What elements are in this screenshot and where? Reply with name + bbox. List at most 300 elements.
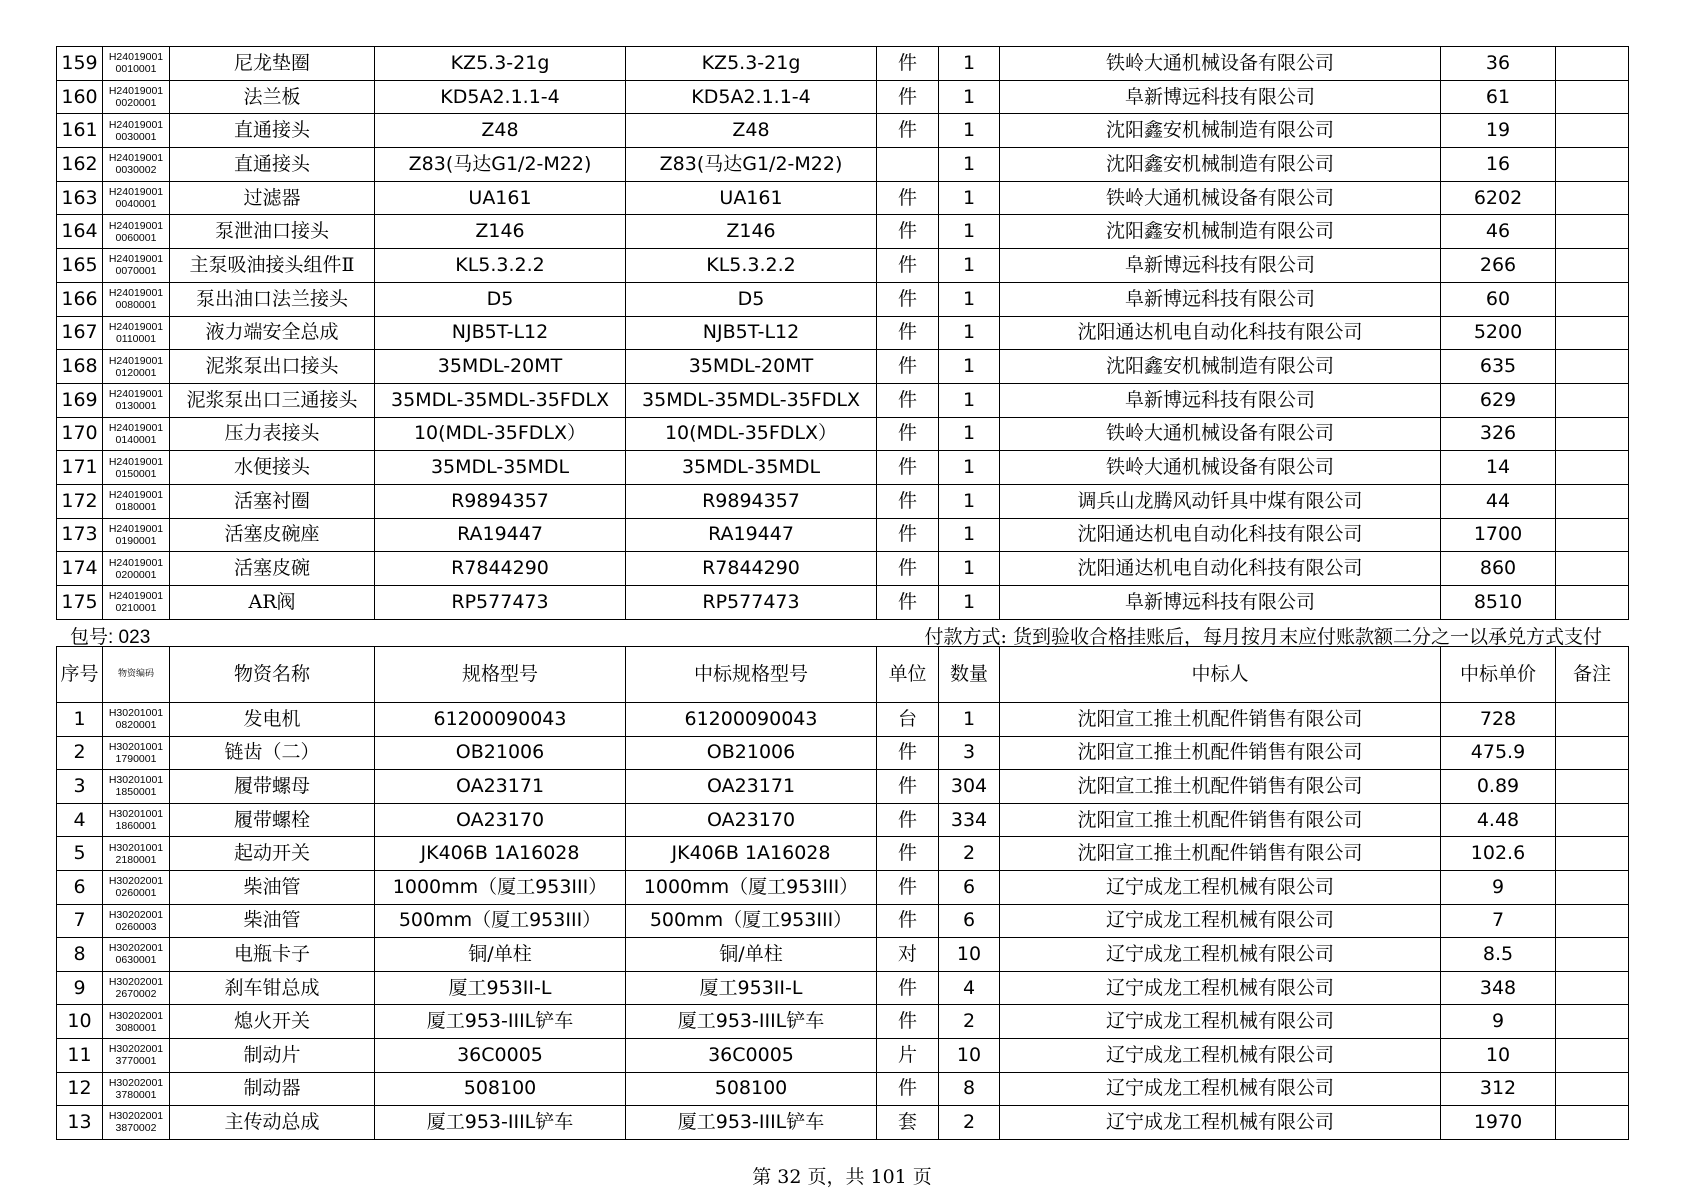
cell-spec-model: OB21006 <box>375 736 626 770</box>
cell-row-number: 5 <box>57 837 103 871</box>
table-row <box>57 703 1629 737</box>
cell-material-code: H24019001 0070001 <box>103 249 170 283</box>
header-bid-spec: 中标规格型号 <box>626 647 877 703</box>
table-row <box>57 249 1629 283</box>
cell-bid-spec-model: R7844290 <box>626 552 877 586</box>
cell-bid-spec-model: D5 <box>626 282 877 316</box>
cell-unit-price: 14 <box>1441 451 1556 485</box>
cell-unit-price: 19 <box>1441 114 1556 148</box>
cell-material-code: H24019001 0130001 <box>103 383 170 417</box>
cell-bid-spec-model: NJB5T-L12 <box>626 316 877 350</box>
cell-row-number: 3 <box>57 770 103 804</box>
cell-bid-spec-model: 61200090043 <box>626 703 877 737</box>
cell-material-code: H24019001 0200001 <box>103 552 170 586</box>
cell-unit-price: 1700 <box>1441 518 1556 552</box>
cell-material-code: H30202001 0630001 <box>103 938 170 972</box>
table-row <box>57 552 1629 586</box>
cell-remark <box>1556 451 1629 485</box>
cell-bid-spec-model: RA19447 <box>626 518 877 552</box>
cell-remark <box>1556 938 1629 972</box>
cell-material-code: H30201001 1790001 <box>103 736 170 770</box>
cell-unit: 件 <box>877 249 939 283</box>
cell-spec-model: OA23170 <box>375 803 626 837</box>
cell-winning-bidder: 辽宁成龙工程机械有限公司 <box>1000 1038 1441 1072</box>
cell-unit-price: 8510 <box>1441 586 1556 620</box>
cell-material-code: H24019001 0210001 <box>103 586 170 620</box>
cell-row-number: 11 <box>57 1038 103 1072</box>
cell-material-name: AR阀 <box>170 586 375 620</box>
cell-spec-model: 500mm（厦工953III） <box>375 904 626 938</box>
cell-spec-model: 61200090043 <box>375 703 626 737</box>
cell-bid-spec-model: 厦工953II-L <box>626 971 877 1005</box>
cell-bid-spec-model: 35MDL-35MDL-35FDLX <box>626 383 877 417</box>
cell-winning-bidder: 沈阳鑫安机械制造有限公司 <box>1000 114 1441 148</box>
cell-material-code: H24019001 0020001 <box>103 80 170 114</box>
cell-row-number: 162 <box>57 148 103 182</box>
cell-material-code: H30202001 3080001 <box>103 1005 170 1039</box>
cell-row-number: 159 <box>57 47 103 81</box>
cell-bid-spec-model: 35MDL-35MDL <box>626 451 877 485</box>
table-row <box>57 181 1629 215</box>
cell-unit: 件 <box>877 770 939 804</box>
parts-table-lower <box>56 646 1629 1140</box>
cell-quantity: 1 <box>939 47 1000 81</box>
table-row <box>57 586 1629 620</box>
cell-bid-spec-model: RP577473 <box>626 586 877 620</box>
cell-winning-bidder: 辽宁成龙工程机械有限公司 <box>1000 870 1441 904</box>
cell-material-code: H24019001 0080001 <box>103 282 170 316</box>
cell-unit-price: 44 <box>1441 484 1556 518</box>
cell-winning-bidder: 铁岭大通机械设备有限公司 <box>1000 451 1441 485</box>
table-row <box>57 1072 1629 1106</box>
cell-row-number: 161 <box>57 114 103 148</box>
cell-unit-price: 4.48 <box>1441 803 1556 837</box>
cell-material-name: 活塞衬圈 <box>170 484 375 518</box>
cell-bid-spec-model: OB21006 <box>626 736 877 770</box>
cell-material-code: H30202001 0260003 <box>103 904 170 938</box>
cell-unit-price: 6202 <box>1441 181 1556 215</box>
cell-material-name: 泵出油口法兰接头 <box>170 282 375 316</box>
cell-material-name: 活塞皮碗 <box>170 552 375 586</box>
cell-spec-model: Z83(马达G1/2-M22) <box>375 148 626 182</box>
cell-unit-price: 326 <box>1441 417 1556 451</box>
header-price: 中标单价 <box>1441 647 1556 703</box>
cell-bid-spec-model: 508100 <box>626 1072 877 1106</box>
header-spec: 规格型号 <box>375 647 626 703</box>
header-name: 物资名称 <box>170 647 375 703</box>
cell-material-code: H30201001 1850001 <box>103 770 170 804</box>
cell-winning-bidder: 铁岭大通机械设备有限公司 <box>1000 417 1441 451</box>
cell-remark <box>1556 518 1629 552</box>
cell-spec-model: JK406B 1A16028 <box>375 837 626 871</box>
cell-spec-model: 36C0005 <box>375 1038 626 1072</box>
cell-spec-model: KZ5.3-21g <box>375 47 626 81</box>
cell-remark <box>1556 181 1629 215</box>
cell-spec-model: NJB5T-L12 <box>375 316 626 350</box>
cell-material-name: 直通接头 <box>170 148 375 182</box>
cell-winning-bidder: 辽宁成龙工程机械有限公司 <box>1000 1106 1441 1140</box>
cell-quantity: 1 <box>939 383 1000 417</box>
cell-quantity: 1 <box>939 80 1000 114</box>
cell-row-number: 163 <box>57 181 103 215</box>
cell-bid-spec-model: KL5.3.2.2 <box>626 249 877 283</box>
cell-unit-price: 61 <box>1441 80 1556 114</box>
cell-unit: 件 <box>877 904 939 938</box>
cell-quantity: 1 <box>939 451 1000 485</box>
cell-bid-spec-model: Z48 <box>626 114 877 148</box>
header-qty: 数量 <box>939 647 1000 703</box>
cell-unit: 件 <box>877 518 939 552</box>
cell-winning-bidder: 沈阳宣工推土机配件销售有限公司 <box>1000 837 1441 871</box>
cell-remark <box>1556 770 1629 804</box>
cell-winning-bidder: 辽宁成龙工程机械有限公司 <box>1000 1072 1441 1106</box>
cell-unit: 件 <box>877 837 939 871</box>
cell-remark <box>1556 736 1629 770</box>
cell-material-code: H30202001 2670002 <box>103 971 170 1005</box>
table-row <box>57 350 1629 384</box>
cell-winning-bidder: 沈阳通达机电自动化科技有限公司 <box>1000 316 1441 350</box>
table-row <box>57 484 1629 518</box>
cell-winning-bidder: 沈阳鑫安机械制造有限公司 <box>1000 350 1441 384</box>
cell-winning-bidder: 沈阳鑫安机械制造有限公司 <box>1000 148 1441 182</box>
cell-unit: 件 <box>877 417 939 451</box>
cell-quantity: 1 <box>939 316 1000 350</box>
cell-remark <box>1556 552 1629 586</box>
cell-material-name: 柴油管 <box>170 870 375 904</box>
parts-table-upper <box>56 46 1629 620</box>
cell-remark <box>1556 114 1629 148</box>
cell-remark <box>1556 1106 1629 1140</box>
cell-quantity: 1 <box>939 484 1000 518</box>
cell-remark <box>1556 80 1629 114</box>
cell-quantity: 4 <box>939 971 1000 1005</box>
cell-row-number: 169 <box>57 383 103 417</box>
cell-quantity: 1 <box>939 703 1000 737</box>
cell-spec-model: KL5.3.2.2 <box>375 249 626 283</box>
cell-unit-price: 10 <box>1441 1038 1556 1072</box>
cell-row-number: 164 <box>57 215 103 249</box>
cell-spec-model: 508100 <box>375 1072 626 1106</box>
cell-quantity: 304 <box>939 770 1000 804</box>
table-row <box>57 1106 1629 1140</box>
cell-unit-price: 16 <box>1441 148 1556 182</box>
cell-quantity: 1 <box>939 518 1000 552</box>
cell-bid-spec-model: 1000mm（厦工953III） <box>626 870 877 904</box>
cell-bid-spec-model: JK406B 1A16028 <box>626 837 877 871</box>
cell-quantity: 1 <box>939 114 1000 148</box>
cell-bid-spec-model: 500mm（厦工953III） <box>626 904 877 938</box>
cell-spec-model: 厦工953-IIIL铲车 <box>375 1005 626 1039</box>
header-winner: 中标人 <box>1000 647 1441 703</box>
cell-unit: 件 <box>877 181 939 215</box>
cell-winning-bidder: 阜新博远科技有限公司 <box>1000 80 1441 114</box>
cell-bid-spec-model: UA161 <box>626 181 877 215</box>
cell-material-code: H24019001 0040001 <box>103 181 170 215</box>
cell-remark <box>1556 383 1629 417</box>
cell-material-code: H24019001 0060001 <box>103 215 170 249</box>
cell-material-code: H24019001 0190001 <box>103 518 170 552</box>
cell-row-number: 2 <box>57 736 103 770</box>
cell-material-code: H24019001 0030001 <box>103 114 170 148</box>
cell-remark <box>1556 586 1629 620</box>
header-code: 物资编码 <box>103 647 170 703</box>
cell-material-name: 水便接头 <box>170 451 375 485</box>
cell-winning-bidder: 铁岭大通机械设备有限公司 <box>1000 47 1441 81</box>
cell-bid-spec-model: 36C0005 <box>626 1038 877 1072</box>
payment-terms: 付款方式: 货到验收合格挂账后，每月按月末应付账款额二分之一以承兑方式支付 <box>924 626 1602 648</box>
cell-unit-price: 5200 <box>1441 316 1556 350</box>
cell-bid-spec-model: 铜/单柱 <box>626 938 877 972</box>
cell-winning-bidder: 调兵山龙腾风动钎具中煤有限公司 <box>1000 484 1441 518</box>
cell-material-name: 泥浆泵出口三通接头 <box>170 383 375 417</box>
cell-unit-price: 36 <box>1441 47 1556 81</box>
cell-remark <box>1556 971 1629 1005</box>
cell-quantity: 3 <box>939 736 1000 770</box>
cell-row-number: 172 <box>57 484 103 518</box>
header-unit: 单位 <box>877 647 939 703</box>
cell-quantity: 1 <box>939 417 1000 451</box>
cell-unit-price: 635 <box>1441 350 1556 384</box>
cell-winning-bidder: 沈阳鑫安机械制造有限公司 <box>1000 215 1441 249</box>
cell-bid-spec-model: OA23171 <box>626 770 877 804</box>
cell-unit-price: 348 <box>1441 971 1556 1005</box>
cell-unit-price: 266 <box>1441 249 1556 283</box>
cell-material-name: 主传动总成 <box>170 1106 375 1140</box>
cell-winning-bidder: 沈阳通达机电自动化科技有限公司 <box>1000 518 1441 552</box>
cell-bid-spec-model: R9894357 <box>626 484 877 518</box>
table-row <box>57 417 1629 451</box>
cell-unit: 件 <box>877 736 939 770</box>
cell-quantity: 8 <box>939 1072 1000 1106</box>
cell-remark <box>1556 803 1629 837</box>
cell-unit: 件 <box>877 1072 939 1106</box>
table-header-row <box>57 647 1629 703</box>
cell-winning-bidder: 阜新博远科技有限公司 <box>1000 249 1441 283</box>
table-row <box>57 1005 1629 1039</box>
cell-spec-model: Z48 <box>375 114 626 148</box>
cell-spec-model: KD5A2.1.1-4 <box>375 80 626 114</box>
cell-material-code: H30202001 3870002 <box>103 1106 170 1140</box>
cell-bid-spec-model: KD5A2.1.1-4 <box>626 80 877 114</box>
cell-material-name: 发电机 <box>170 703 375 737</box>
cell-spec-model: R9894357 <box>375 484 626 518</box>
cell-spec-model: RP577473 <box>375 586 626 620</box>
cell-winning-bidder: 辽宁成龙工程机械有限公司 <box>1000 904 1441 938</box>
cell-material-name: 制动片 <box>170 1038 375 1072</box>
cell-bid-spec-model: 10(MDL-35FDLX） <box>626 417 877 451</box>
cell-winning-bidder: 阜新博远科技有限公司 <box>1000 282 1441 316</box>
cell-bid-spec-model: Z83(马达G1/2-M22) <box>626 148 877 182</box>
cell-unit-price: 629 <box>1441 383 1556 417</box>
cell-material-name: 泵泄油口接头 <box>170 215 375 249</box>
cell-quantity: 1 <box>939 215 1000 249</box>
cell-material-code: H24019001 0010001 <box>103 47 170 81</box>
header-no: 序号 <box>57 647 103 703</box>
cell-remark <box>1556 215 1629 249</box>
cell-quantity: 334 <box>939 803 1000 837</box>
cell-row-number: 168 <box>57 350 103 384</box>
table-row <box>57 770 1629 804</box>
cell-quantity: 1 <box>939 181 1000 215</box>
cell-remark <box>1556 484 1629 518</box>
cell-material-code: H30202001 0260001 <box>103 870 170 904</box>
package-info-line <box>56 620 1630 646</box>
cell-winning-bidder: 沈阳宣工推土机配件销售有限公司 <box>1000 736 1441 770</box>
cell-unit-price: 8.5 <box>1441 938 1556 972</box>
cell-spec-model: UA161 <box>375 181 626 215</box>
cell-quantity: 1 <box>939 586 1000 620</box>
cell-unit: 件 <box>877 80 939 114</box>
cell-material-name: 主泵吸油接头组件Ⅱ <box>170 249 375 283</box>
cell-unit: 件 <box>877 870 939 904</box>
cell-quantity: 1 <box>939 552 1000 586</box>
cell-quantity: 1 <box>939 249 1000 283</box>
cell-row-number: 160 <box>57 80 103 114</box>
table-row <box>57 80 1629 114</box>
cell-remark <box>1556 417 1629 451</box>
cell-remark <box>1556 316 1629 350</box>
cell-unit: 件 <box>877 383 939 417</box>
cell-unit-price: 728 <box>1441 703 1556 737</box>
cell-spec-model: 10(MDL-35FDLX） <box>375 417 626 451</box>
cell-quantity: 2 <box>939 1106 1000 1140</box>
header-note: 备注 <box>1556 647 1629 703</box>
cell-unit-price: 9 <box>1441 1005 1556 1039</box>
cell-material-name: 过滤器 <box>170 181 375 215</box>
cell-material-name: 活塞皮碗座 <box>170 518 375 552</box>
cell-row-number: 170 <box>57 417 103 451</box>
cell-row-number: 10 <box>57 1005 103 1039</box>
cell-unit: 对 <box>877 938 939 972</box>
cell-quantity: 1 <box>939 350 1000 384</box>
cell-unit: 件 <box>877 484 939 518</box>
cell-quantity: 10 <box>939 1038 1000 1072</box>
table-row <box>57 47 1629 81</box>
cell-material-name: 履带螺栓 <box>170 803 375 837</box>
cell-row-number: 9 <box>57 971 103 1005</box>
cell-row-number: 12 <box>57 1072 103 1106</box>
package-number: 包号: 023 <box>70 627 151 648</box>
cell-remark <box>1556 47 1629 81</box>
cell-row-number: 8 <box>57 938 103 972</box>
cell-material-name: 熄火开关 <box>170 1005 375 1039</box>
cell-material-code: H30201001 2180001 <box>103 837 170 871</box>
cell-material-name: 电瓶卡子 <box>170 938 375 972</box>
cell-row-number: 174 <box>57 552 103 586</box>
cell-spec-model: 铜/单柱 <box>375 938 626 972</box>
table-row <box>57 316 1629 350</box>
cell-material-name: 链齿（二） <box>170 736 375 770</box>
cell-unit: 件 <box>877 282 939 316</box>
cell-bid-spec-model: 厦工953-IIIL铲车 <box>626 1106 877 1140</box>
cell-spec-model: 35MDL-35MDL <box>375 451 626 485</box>
cell-unit: 件 <box>877 114 939 148</box>
cell-material-name: 泥浆泵出口接头 <box>170 350 375 384</box>
table-row <box>57 215 1629 249</box>
cell-spec-model: D5 <box>375 282 626 316</box>
cell-material-name: 尼龙垫圈 <box>170 47 375 81</box>
cell-unit-price: 9 <box>1441 870 1556 904</box>
cell-unit: 件 <box>877 552 939 586</box>
table-row <box>57 837 1629 871</box>
cell-row-number: 175 <box>57 586 103 620</box>
cell-remark <box>1556 249 1629 283</box>
cell-remark <box>1556 350 1629 384</box>
cell-quantity: 6 <box>939 904 1000 938</box>
cell-unit <box>877 148 939 182</box>
table-row <box>57 736 1629 770</box>
cell-material-name: 法兰板 <box>170 80 375 114</box>
cell-unit-price: 312 <box>1441 1072 1556 1106</box>
cell-spec-model: 1000mm（厦工953III） <box>375 870 626 904</box>
cell-remark <box>1556 1038 1629 1072</box>
table-row <box>57 803 1629 837</box>
table-row <box>57 148 1629 182</box>
cell-spec-model: 35MDL-35MDL-35FDLX <box>375 383 626 417</box>
cell-unit: 件 <box>877 451 939 485</box>
cell-row-number: 171 <box>57 451 103 485</box>
cell-winning-bidder: 阜新博远科技有限公司 <box>1000 383 1441 417</box>
cell-spec-model: OA23171 <box>375 770 626 804</box>
cell-quantity: 2 <box>939 837 1000 871</box>
cell-material-code: H24019001 0030002 <box>103 148 170 182</box>
cell-remark <box>1556 837 1629 871</box>
cell-row-number: 4 <box>57 803 103 837</box>
cell-material-code: H24019001 0180001 <box>103 484 170 518</box>
cell-material-name: 履带螺母 <box>170 770 375 804</box>
cell-material-name: 柴油管 <box>170 904 375 938</box>
cell-spec-model: 厦工953II-L <box>375 971 626 1005</box>
cell-spec-model: RA19447 <box>375 518 626 552</box>
cell-bid-spec-model: 35MDL-20MT <box>626 350 877 384</box>
cell-row-number: 165 <box>57 249 103 283</box>
cell-quantity: 2 <box>939 1005 1000 1039</box>
cell-unit-price: 475.9 <box>1441 736 1556 770</box>
cell-material-code: H30201001 0820001 <box>103 703 170 737</box>
cell-winning-bidder: 沈阳宣工推土机配件销售有限公司 <box>1000 703 1441 737</box>
cell-spec-model: Z146 <box>375 215 626 249</box>
cell-quantity: 6 <box>939 870 1000 904</box>
cell-remark <box>1556 904 1629 938</box>
cell-material-code: H24019001 0150001 <box>103 451 170 485</box>
cell-spec-model: 厦工953-IIIL铲车 <box>375 1106 626 1140</box>
cell-unit-price: 102.6 <box>1441 837 1556 871</box>
cell-winning-bidder: 辽宁成龙工程机械有限公司 <box>1000 938 1441 972</box>
cell-row-number: 7 <box>57 904 103 938</box>
cell-bid-spec-model: Z146 <box>626 215 877 249</box>
cell-material-code: H24019001 0120001 <box>103 350 170 384</box>
cell-winning-bidder: 辽宁成龙工程机械有限公司 <box>1000 1005 1441 1039</box>
cell-row-number: 167 <box>57 316 103 350</box>
cell-winning-bidder: 沈阳宣工推土机配件销售有限公司 <box>1000 770 1441 804</box>
table-row <box>57 451 1629 485</box>
cell-winning-bidder: 沈阳通达机电自动化科技有限公司 <box>1000 552 1441 586</box>
cell-quantity: 1 <box>939 148 1000 182</box>
table-row <box>57 904 1629 938</box>
cell-row-number: 6 <box>57 870 103 904</box>
cell-unit-price: 0.89 <box>1441 770 1556 804</box>
cell-remark <box>1556 870 1629 904</box>
cell-material-name: 压力表接头 <box>170 417 375 451</box>
cell-material-code: H30201001 1860001 <box>103 803 170 837</box>
table-row <box>57 1038 1629 1072</box>
table-row <box>57 971 1629 1005</box>
cell-winning-bidder: 铁岭大通机械设备有限公司 <box>1000 181 1441 215</box>
cell-material-name: 液力端安全总成 <box>170 316 375 350</box>
cell-spec-model: R7844290 <box>375 552 626 586</box>
cell-material-code: H24019001 0140001 <box>103 417 170 451</box>
cell-remark <box>1556 1072 1629 1106</box>
